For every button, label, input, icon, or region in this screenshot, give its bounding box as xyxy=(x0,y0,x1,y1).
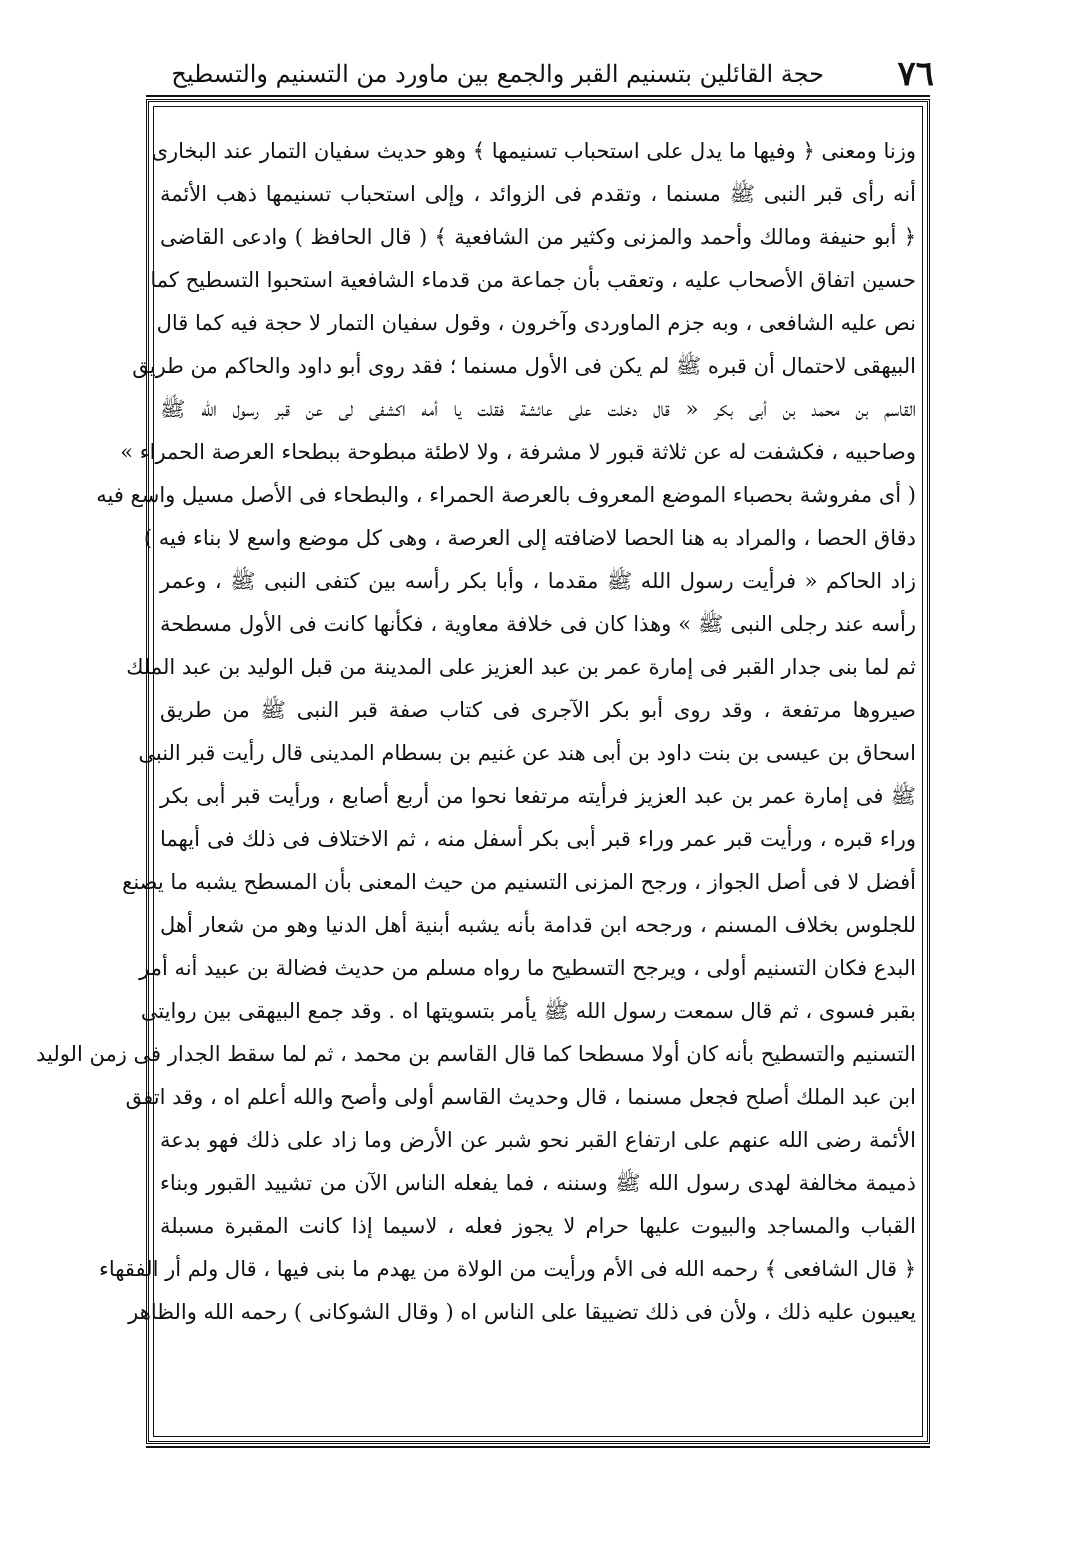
text-line: ﴿ أبو حنيفة ومالك وأحمد والمزنى وكثير من الشافعية ﴾ ( قال الحافظ ) وادعى القاضى xyxy=(160,225,916,249)
footer-rule xyxy=(146,1446,930,1448)
text-line: أنه رأى قبر النبى ﷺ مسنما ، وتقدم فى الزوائد ، وإلى استحباب تسنيمها ذهب الأئمة xyxy=(160,182,916,206)
text-line: حسين اتفاق الأصحاب عليه ، وتعقب بأن جماعة من قدماء الشافعية استحبوا التسطيح كما xyxy=(150,268,916,292)
text-line: ثم لما بنى جدار القبر فى إمارة عمر بن عبد العزيز على المدينة من قبل الوليد بن عبد الملك xyxy=(126,655,916,679)
text-line: يعيبون عليه ذلك ، ولأن فى ذلك تضييقا على الناس اه ( وقال الشوكانى ) رحمه الله والظاهر xyxy=(128,1300,916,1324)
text-line: زاد الحاكم « فرأيت رسول الله ﷺ مقدما ، وأبا بكر رأسه بين كتفى النبى ﷺ ، وعمر xyxy=(160,569,916,593)
text-line: وصاحبيه ، فكشفت له عن ثلاثة قبور لا مشرفة ، ولا لاطئة مبطوحة ببطحاء العرصة الحمراء » xyxy=(120,440,916,464)
body-text xyxy=(35,130,916,1430)
text-line: القاسم بن محمد بن أبى بكر « قال دخلت على عائشة فقلت يا أمه اكشفى لى عن قبر رسول الله ﷺ xyxy=(160,397,916,421)
text-line: للجلوس بخلاف المسنم ، ورجحه ابن قدامة بأنه يشبه أبنية أهل الدنيا وهو من شعار أهل xyxy=(160,913,916,937)
text-line: البدع فكان التسنيم أولى ، ويرجح التسطيح ما رواه مسلم من حديث فضالة بن عبيد أنه أمر xyxy=(139,956,916,980)
text-line: وزنا ومعنى ﴿ وفيها ما يدل على استحباب تسنيمها ﴾ وهو حديث سفيان التمار عند البخارى xyxy=(151,139,916,163)
text-line: نص عليه الشافعى ، وبه جزم الماوردى وآخرون ، وقول سفيان التمار لا حجة فيه كما قال xyxy=(156,311,916,335)
text-line: ﷺ فى إمارة عمر بن عبد العزيز فرأيته مرتفعا نحوا من أربع أصابع ، ورأيت قبر أبى بكر xyxy=(160,784,916,808)
page-header xyxy=(148,52,934,96)
text-line: أفضل لا فى أصل الجواز ، ورجح المزنى التسنيم من حيث المعنى بأن المسطح يشبه ما يصنع xyxy=(122,870,916,894)
header-rule xyxy=(146,95,930,97)
text-line: اسحاق بن عيسى بن بنت داود بن أبى هند عن غنيم بن بسطام المدينى قال رأيت قبر النبى xyxy=(138,741,916,765)
text-line: ( أى مفروشة بحصباء الموضع المعروف بالعرصة الحمراء ، والبطحاء فى الأصل مسيل واسع فيه xyxy=(96,483,916,507)
text-line: صيروها مرتفعة ، وقد روى أبو بكر الآجرى فى كتاب صفة قبر النبى ﷺ من طريق xyxy=(160,698,916,722)
page-number: ٧٦ xyxy=(897,54,934,94)
text-line: دقاق الحصا ، والمراد به هنا الحصا لاضافته إلى العرصة ، وهى كل موضع واسع لا بناء فيه ) xyxy=(143,526,916,550)
text-line: بقبر فسوى ، ثم قال سمعت رسول الله ﷺ يأمر بتسويتها اه . وقد جمع البيهقى بين روايتى xyxy=(140,999,916,1023)
text-line: القباب والمساجد والبيوت عليها حرام لا يجوز فعله ، لاسيما إذا كانت المقبرة مسبلة xyxy=(160,1214,916,1238)
text-line: ﴿ قال الشافعى ﴾ رحمه الله فى الأم ورأيت من الولاة من يهدم ما بنى فيها ، قال ولم أر الفقهاء xyxy=(98,1257,916,1281)
running-title: حجة القائلين بتسنيم القبر والجمع بين ماورد من التسنيم والتسطيح xyxy=(171,60,824,88)
text-line: الأئمة رضى الله عنهم على ارتفاع القبر نحو شبر عن الأرض وما زاد على ذلك فهو بدعة xyxy=(160,1128,916,1152)
text-line: وراء قبره ، ورأيت قبر عمر وراء قبر أبى بكر أسفل منه ، ثم الاختلاف فى ذلك فى أيهما xyxy=(160,827,916,851)
text-line: البيهقى لاحتمال أن قبره ﷺ لم يكن فى الأول مسنما ؛ فقد روى أبو داود والحاكم من طريق xyxy=(132,354,916,378)
text-line: ذميمة مخالفة لهدى رسول الله ﷺ وسننه ، فما يفعله الناس الآن من تشييد القبور وبناء xyxy=(160,1171,916,1195)
text-line: رأسه عند رجلى النبى ﷺ » وهذا كان فى خلافة معاوية ، فكأنها كانت فى الأول مسطحة xyxy=(160,612,916,636)
text-line: التسنيم والتسطيح بأنه كان أولا مسطحا كما قال القاسم بن محمد ، ثم لما سقط الجدار فى زمن الوليد xyxy=(35,1042,916,1066)
text-line: ابن عبد الملك أصلح فجعل مسنما ، قال وحديث القاسم أولى وأصح والله أعلم اه ، وقد اتفق xyxy=(125,1085,916,1109)
